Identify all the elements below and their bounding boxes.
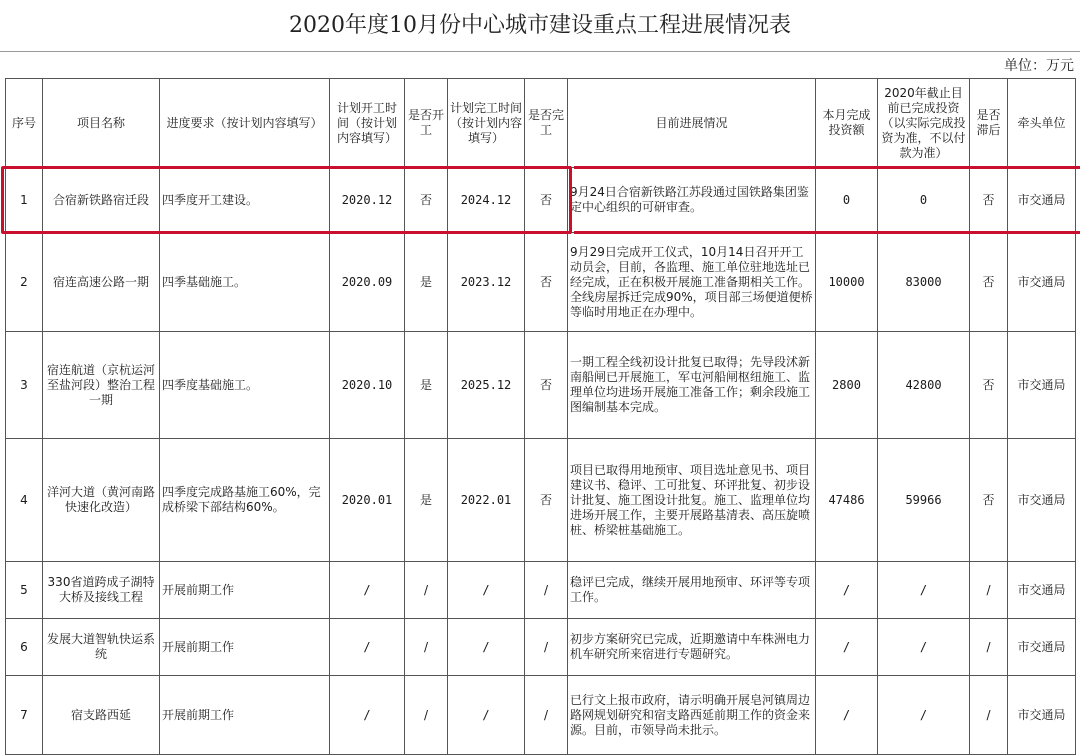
cell-month-inv: 10000: [816, 233, 878, 332]
cell-name: 宿连航道（京杭运河至盐河段）整治工程一期: [43, 332, 160, 439]
cell-ytd-inv: 59966: [878, 439, 970, 562]
header-plan-start: 计划开工时间（按计划内容填写）: [330, 79, 405, 168]
cell-month-inv: /: [816, 619, 878, 676]
cell-ytd-inv: 83000: [878, 233, 970, 332]
table-row: [6, 439, 1076, 562]
table-row: [6, 332, 1076, 439]
cell-started: 是: [405, 233, 448, 332]
cell-plan-start: /: [330, 562, 405, 619]
cell-plan-start: /: [330, 619, 405, 676]
cell-plan-start: 2020.10: [330, 332, 405, 439]
cell-req: 四季度基础施工。: [160, 332, 330, 439]
cell-lead: 市交通局: [1008, 439, 1076, 562]
cell-seq: 4: [6, 439, 43, 562]
cell-lead: 市交通局: [1008, 233, 1076, 332]
header-plan-end: 计划完工时间（按计划内容填写）: [448, 79, 525, 168]
cell-started: /: [405, 619, 448, 676]
cell-plan-end: /: [448, 676, 525, 755]
cell-name: 合宿新铁路宿迁段: [43, 168, 160, 233]
cell-lagging: 否: [970, 332, 1008, 439]
cell-progress: 一期工程全线初设计批复已取得；先导段沭新南船闸已开展施工，军屯河船闸枢纽施工、监理单位均进场开展施工准备工作；剩余段施工图编制基本完成。: [568, 332, 816, 439]
header-started: 是否开工: [405, 79, 448, 168]
cell-req: 四季度完成路基施工60%，完成桥梁下部结构60%。: [160, 439, 330, 562]
cell-month-inv: /: [816, 676, 878, 755]
cell-plan-end: /: [448, 562, 525, 619]
cell-req: 开展前期工作: [160, 562, 330, 619]
cell-lagging: /: [970, 619, 1008, 676]
header-completed: 是否完工: [525, 79, 568, 168]
cell-plan-end: /: [448, 619, 525, 676]
cell-req: 开展前期工作: [160, 619, 330, 676]
cell-plan-start: 2020.12: [330, 168, 405, 233]
cell-req: 四季度开工建设。: [160, 168, 330, 233]
header-row: [6, 79, 1076, 168]
cell-lagging: /: [970, 676, 1008, 755]
cell-month-inv: 47486: [816, 439, 878, 562]
cell-started: 是: [405, 439, 448, 562]
cell-lead: 市交通局: [1008, 619, 1076, 676]
header-lead: 牵头单位: [1008, 79, 1076, 168]
cell-started: /: [405, 562, 448, 619]
unit-label: 单位：万元: [1004, 58, 1074, 74]
cell-progress: 9月29日完成开工仪式，10月14日召开开工动员会，目前，各监理、施工单位驻地选址已经完成，正在积极开展施工准备期相关工作。全线房屋拆迁完成90%，项目部三场便道便桥等临时用地正在办理中。: [568, 233, 816, 332]
cell-completed: /: [525, 619, 568, 676]
header-ytd-inv: 2020年截止目前已完成投资（以实际完成投资为准，不以付款为准）: [878, 79, 970, 168]
cell-name: 330省道跨成子湖特大桥及接线工程: [43, 562, 160, 619]
cell-progress: 稳评已完成，继续开展用地预审、环评等专项工作。: [568, 562, 816, 619]
cell-name: 宿连高速公路一期: [43, 233, 160, 332]
cell-started: /: [405, 676, 448, 755]
cell-month-inv: 0: [816, 168, 878, 233]
cell-seq: 1: [6, 168, 43, 233]
progress-table: [5, 78, 1076, 755]
cell-completed: 否: [525, 332, 568, 439]
cell-seq: 3: [6, 332, 43, 439]
cell-lead: 市交通局: [1008, 332, 1076, 439]
header-req: 进度要求（按计划内容填写）: [160, 79, 330, 168]
cell-ytd-inv: 42800: [878, 332, 970, 439]
cell-req: 开展前期工作: [160, 676, 330, 755]
cell-progress: 项目已取得用地预审、项目选址意见书、项目建议书、稳评、工可批复、环评批复、初步设计批复、施工图设计批复。施工、监理单位均进场开展工作，主要开展路基清表、高压旋喷桩、桥梁桩基础施工。: [568, 439, 816, 562]
cell-ytd-inv: /: [878, 619, 970, 676]
header-month-inv: 本月完成投资额: [816, 79, 878, 168]
cell-started: 是: [405, 332, 448, 439]
cell-name: 宿支路西延: [43, 676, 160, 755]
cell-ytd-inv: /: [878, 562, 970, 619]
cell-plan-end: 2024.12: [448, 168, 525, 233]
cell-month-inv: /: [816, 562, 878, 619]
cell-name: 洋河大道（黄河南路快速化改造）: [43, 439, 160, 562]
cell-plan-end: 2022.01: [448, 439, 525, 562]
table-row: [6, 168, 1076, 233]
cell-req: 四季基础施工。: [160, 233, 330, 332]
cell-lagging: 否: [970, 233, 1008, 332]
cell-plan-end: 2025.12: [448, 332, 525, 439]
cell-progress: 9月24日合宿新铁路江苏段通过国铁路集团鉴定中心组织的可研审查。: [568, 168, 816, 233]
table-row: [6, 676, 1076, 755]
cell-name: 发展大道智轨快运系统: [43, 619, 160, 676]
cell-completed: 否: [525, 168, 568, 233]
cell-lagging: 否: [970, 168, 1008, 233]
cell-progress: 初步方案研究已完成，近期邀请中车株洲电力机车研究所来宿进行专题研究。: [568, 619, 816, 676]
header-seq: 序号: [6, 79, 43, 168]
cell-lead: 市交通局: [1008, 168, 1076, 233]
cell-plan-start: /: [330, 676, 405, 755]
cell-lagging: 否: [970, 439, 1008, 562]
cell-lead: 市交通局: [1008, 676, 1076, 755]
cell-completed: /: [525, 676, 568, 755]
cell-seq: 7: [6, 676, 43, 755]
header-name: 项目名称: [43, 79, 160, 168]
cell-seq: 5: [6, 562, 43, 619]
header-progress: 目前进展情况: [568, 79, 816, 168]
cell-lead: 市交通局: [1008, 562, 1076, 619]
cell-progress: 已行文上报市政府，请示明确开展皂河镇周边路网规划研究和宿支路西延前期工作的资金来源。目前，市领导尚未批示。: [568, 676, 816, 755]
cell-ytd-inv: /: [878, 676, 970, 755]
cell-plan-start: 2020.01: [330, 439, 405, 562]
cell-seq: 6: [6, 619, 43, 676]
cell-completed: 否: [525, 439, 568, 562]
table-row: [6, 233, 1076, 332]
header-lagging: 是否滞后: [970, 79, 1008, 168]
cell-completed: /: [525, 562, 568, 619]
cell-seq: 2: [6, 233, 43, 332]
table-row: [6, 562, 1076, 619]
cell-plan-end: 2023.12: [448, 233, 525, 332]
cell-ytd-inv: 0: [878, 168, 970, 233]
table-row: [6, 619, 1076, 676]
cell-plan-start: 2020.09: [330, 233, 405, 332]
cell-started: 否: [405, 168, 448, 233]
cell-completed: 否: [525, 233, 568, 332]
cell-month-inv: 2800: [816, 332, 878, 439]
cell-lagging: /: [970, 562, 1008, 619]
document-title: 2020年度10月份中心城市建设重点工程进展情况表: [0, 0, 1080, 52]
